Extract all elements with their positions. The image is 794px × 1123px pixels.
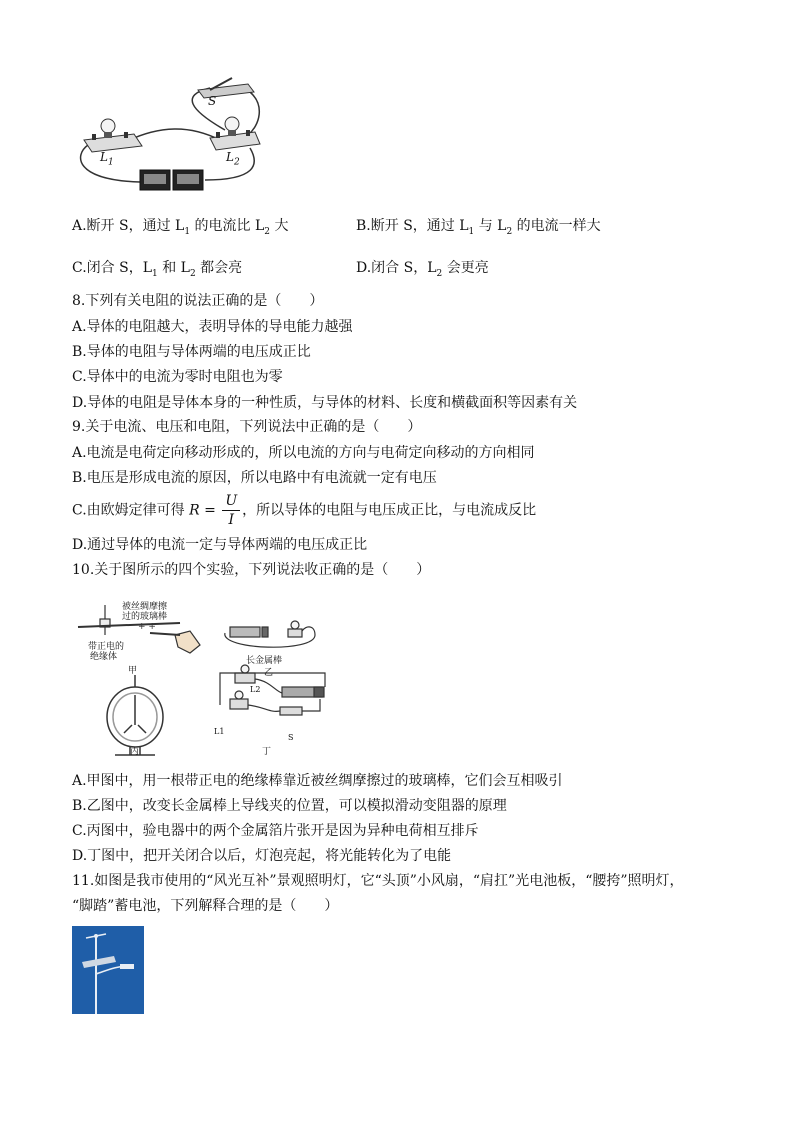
q10-label-rod: 被丝绸摩擦 <box>122 602 168 612</box>
q9-option-c: C.由欧姆定律可得 R = $\frac{U}{I}$ ，所以导体的电阻与电压成正比，与电流成反比 <box>72 493 537 528</box>
q7-switch <box>198 78 254 98</box>
q8-option-d: D.导体的电阻是导体本身的一种性质，与导体的材料、长度和横截面积等因素有关 <box>72 395 578 411</box>
q10-label-rod2: 过的玻璃棒 <box>122 612 168 622</box>
q9-formula-fraction: $\frac{U}{I}$ <box>222 492 240 529</box>
q7-switch-label: S <box>208 94 217 108</box>
q9-option-d: D.通过导体的电流一定与导体两端的电压成正比 <box>72 537 368 553</box>
q10-option-a: A.甲图中，用一根带正电的绝缘棒靠近被丝绸摩擦过的玻璃棒，它们会互相吸引 <box>72 773 563 789</box>
q10-stem: 10.关于图所示的四个实验，下列说法收正确的是（ ） <box>72 562 431 578</box>
q9-formula-r: R <box>189 502 200 519</box>
q7-option-d: D.闭合 S，$L_2$ 会更亮 <box>356 260 489 279</box>
q7-option-b: B.断开 S，通过 $L_1$ 与 $L_2$ 的电流一样大 <box>356 218 601 237</box>
q10-label-ins2: 绝缘体 <box>90 652 118 662</box>
q8-option-b: B.导体的电阻与导体两端的电压成正比 <box>72 344 311 360</box>
q10-option-d: D.丁图中，把开关闭合以后，灯泡亮起，将光能转化为了电能 <box>72 848 452 864</box>
q10-fig-bing <box>107 675 163 755</box>
q8-option-a: A.导体的电阻越大，表明导体的导电能力越强 <box>72 319 353 335</box>
q7-option-a: A.断开 S，通过 $L_1$ 的电流比 $L_2$ 大 <box>72 218 289 237</box>
q10-label-l2: L2 <box>250 685 261 694</box>
q7-lamp-l1 <box>84 119 142 152</box>
q7-option-c: C.闭合 S，$L_1$ 和 $L_2$ 都会亮 <box>72 260 243 279</box>
q7-l2-label: $L_2$ <box>226 150 240 168</box>
q7-lamp-l2 <box>210 117 260 150</box>
q10-figure-svg <box>70 595 340 760</box>
svg-text:+ +: + + <box>138 622 156 632</box>
q7-batteries <box>140 170 203 190</box>
q10-fig-yi <box>225 621 315 647</box>
q9-option-b: B.电压是形成电流的原因，所以电路中有电流就一定有电压 <box>72 470 437 486</box>
q10-option-b: B.乙图中，改变长金属棒上导线夹的位置，可以模拟滑动变阻器的原理 <box>72 798 507 814</box>
q10-experiments-figure <box>70 595 340 760</box>
q10-label-jia: 甲 <box>128 666 138 676</box>
q7-circuit-svg <box>70 70 270 195</box>
q7-l1-label: $L_1$ <box>100 150 114 168</box>
q9-option-a: A.电流是电荷定向移动形成的，所以电流的方向与电荷定向移动的方向相同 <box>72 445 535 461</box>
q7-circuit-figure <box>70 70 270 195</box>
q10-label-bing: 丙 <box>130 747 140 757</box>
q11-lamp-svg <box>72 926 144 1014</box>
q11-stem-line1: 11.如图是我市使用的“风光互补”景观照明灯，它“头顶”小风扇，“肩扛”光电池板，“腰挎”照明灯， <box>72 873 684 889</box>
q10-option-c: C.丙图中，验电器中的两个金属箔片张开是因为异种电荷相互排斥 <box>72 823 479 839</box>
q8-stem: 8.下列有关电阻的说法正确的是（ ） <box>72 293 324 309</box>
q11-street-lamp-photo <box>72 926 144 1014</box>
q11-stem-line2: “脚踏”蓄电池，下列解释合理的是（ ） <box>72 898 339 914</box>
q10-label-ding: 丁 <box>262 747 272 757</box>
q10-label-s: S <box>288 733 294 742</box>
q10-label-l1: L1 <box>214 727 225 736</box>
q10-label-metal: 长金属棒 <box>246 656 283 666</box>
q8-option-c: C.导体中的电流为零时电阻也为零 <box>72 369 283 385</box>
q10-label-yi: 乙 <box>264 668 274 678</box>
q10-label-ins: 带正电的 <box>88 642 125 652</box>
q9-stem: 9.关于电流、电压和电阻，下列说法中正确的是（ ） <box>72 419 422 435</box>
